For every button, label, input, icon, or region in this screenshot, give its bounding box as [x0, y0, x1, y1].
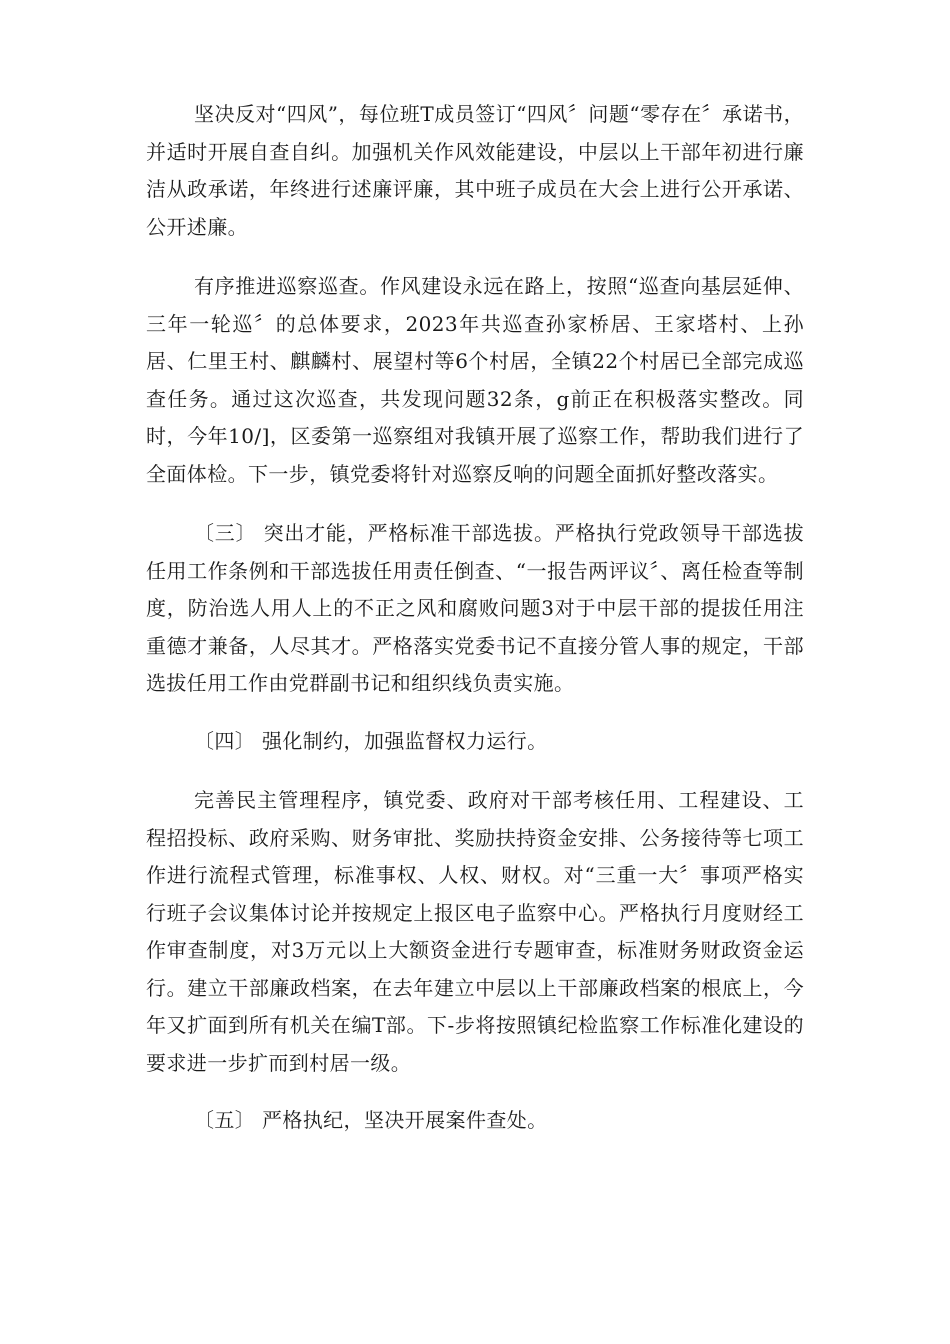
heading-section-four: 〔四〕 强化制约，加强监督权力运行。 — [194, 728, 548, 753]
paragraph-democratic-management: 完善民主管理程序，镇党委、政府对干部考核任用、工程建设、工程招投标、政府采购、财务审批、奖励扶持资金安排、公务接待等七项工作进行流程式管理，标准事权、人权、财权。对“三重一大〞事项严格实行班子会议集体讨论并按规定上报区电子监察中心。严格执行月度财经工作审查制度，对3万元以上大额资金进行专题审查，标准财务财政资金运行。建立干部廉政档案，在去年建立中层以上干部廉政档案的根底上，今年又扩面到所有机关在编T部。下-步将按照镇纪检监察工作标准化建设的要求进一步扩而到村居一级。 — [146, 788, 804, 1075]
paragraph-section-three: 〔三〕 突出才能，严格标准干部选拔。严格执行党政领导干部选拔任用工作条例和干部选拔任用责任倒查、“一报告两评议〞、离任检查等制度，防治选人用人上的不正之风和腐败问题3对于中层干部的提拔任用注重德才兼备，人尽其才。严格落实党委书记不直接分管人事的规定，干部选拔任用工作由党群副书记和组织线负责实施。 — [146, 521, 804, 695]
paragraph-four-winds: 坚决反对“四风”，每位班T成员签订“四风〞问题“零存在〞承诺书，并适时开展自查自纠。加强机关作风效能建设，中层以上干部年初进行廉洁从政承诺，年终进行述廉评廉，其中班子成员在大会上进行公开承诺、公开述廉。 — [146, 102, 804, 239]
paragraph-inspection: 有序推进巡察巡查。作风建设永远在路上，按照“巡查向基层延伸、三年一轮巡〞的总体要求，2023年共巡查孙家桥居、王家塔村、上孙居、仁里王村、麒麟村、展望村等6个村居，全镇22个村居已全部完成巡查任务。通过这次巡查，共发现问题32条，g前正在积极落实整改。同时，今年10/]，区委第一巡察组对我镇开展了巡察工作，帮助我们进行了全面体检。下一步，镇党委将针对巡察反响的问题全面抓好整改落实。 — [146, 274, 804, 486]
document-page — [146, 96, 804, 1158]
heading-section-five: 〔五〕 严格执纪，坚决开展案件查处。 — [194, 1108, 548, 1132]
